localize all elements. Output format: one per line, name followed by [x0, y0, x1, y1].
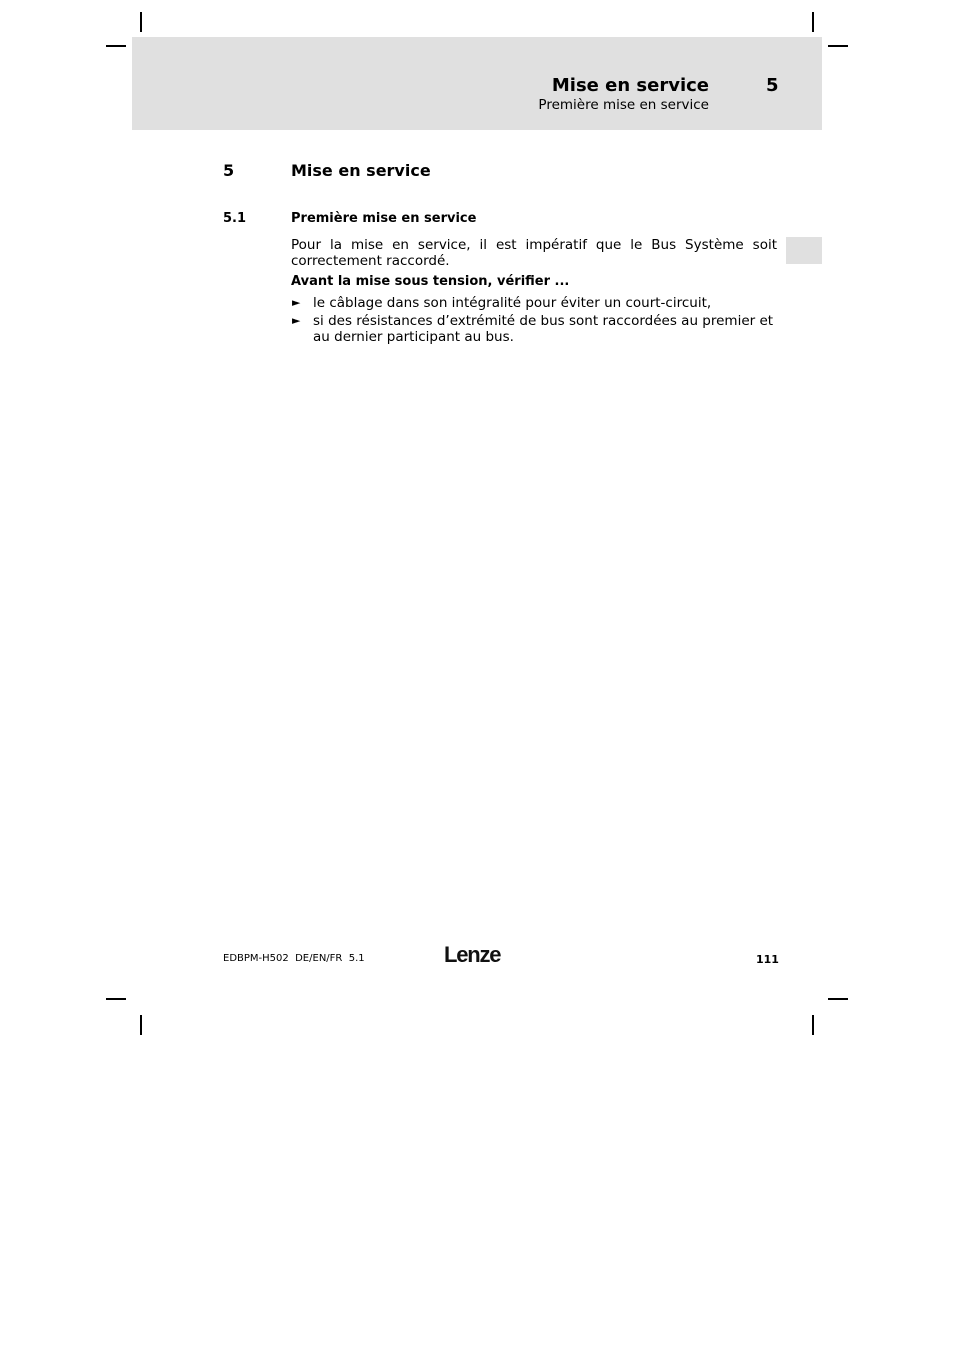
crop-mark-top-right-vertical [812, 12, 814, 32]
crop-mark-bottom-right-horizontal [828, 998, 848, 1000]
body-paragraph: Pour la mise en service, il est impératif que le Bus Système soit correctement raccordé. [291, 237, 777, 269]
crop-mark-top-left-vertical [140, 12, 142, 32]
running-header-chapter-number: 5 [766, 75, 779, 96]
chapter-side-tab [786, 237, 822, 264]
document-reference: EDBPM-H502 DE/EN/FR 5.1 [223, 953, 365, 964]
lenze-logo: Lenze [444, 942, 501, 967]
list-item-text: si des résistances d’extrémité de bus sont raccordées au premier et au dernier participant au bus. [313, 313, 774, 345]
triangle-bullet-icon: ► [292, 314, 301, 327]
crop-mark-top-right-horizontal [828, 45, 848, 47]
crop-mark-bottom-left-vertical [140, 1015, 142, 1035]
crop-mark-bottom-left-horizontal [106, 998, 126, 1000]
list-item [291, 313, 777, 345]
crop-mark-top-left-horizontal [106, 45, 126, 47]
subsection-title: Première mise en service [291, 211, 477, 226]
checklist-lead: Avant la mise sous tension, vérifier ... [291, 274, 570, 289]
triangle-bullet-icon: ► [292, 296, 301, 309]
running-header-subtitle: Première mise en service [538, 97, 709, 113]
list-item-text: le câblage dans son intégralité pour éviter un court-circuit, [313, 295, 712, 311]
running-header-title: Mise en service [551, 75, 709, 96]
subsection-number: 5.1 [223, 211, 247, 226]
checklist [291, 295, 777, 347]
section-number: 5 [223, 161, 235, 180]
crop-mark-bottom-right-vertical [812, 1015, 814, 1035]
page-number: 111 [756, 953, 779, 966]
header-band [132, 37, 822, 130]
section-title: Mise en service [291, 161, 431, 180]
list-item [291, 295, 777, 311]
